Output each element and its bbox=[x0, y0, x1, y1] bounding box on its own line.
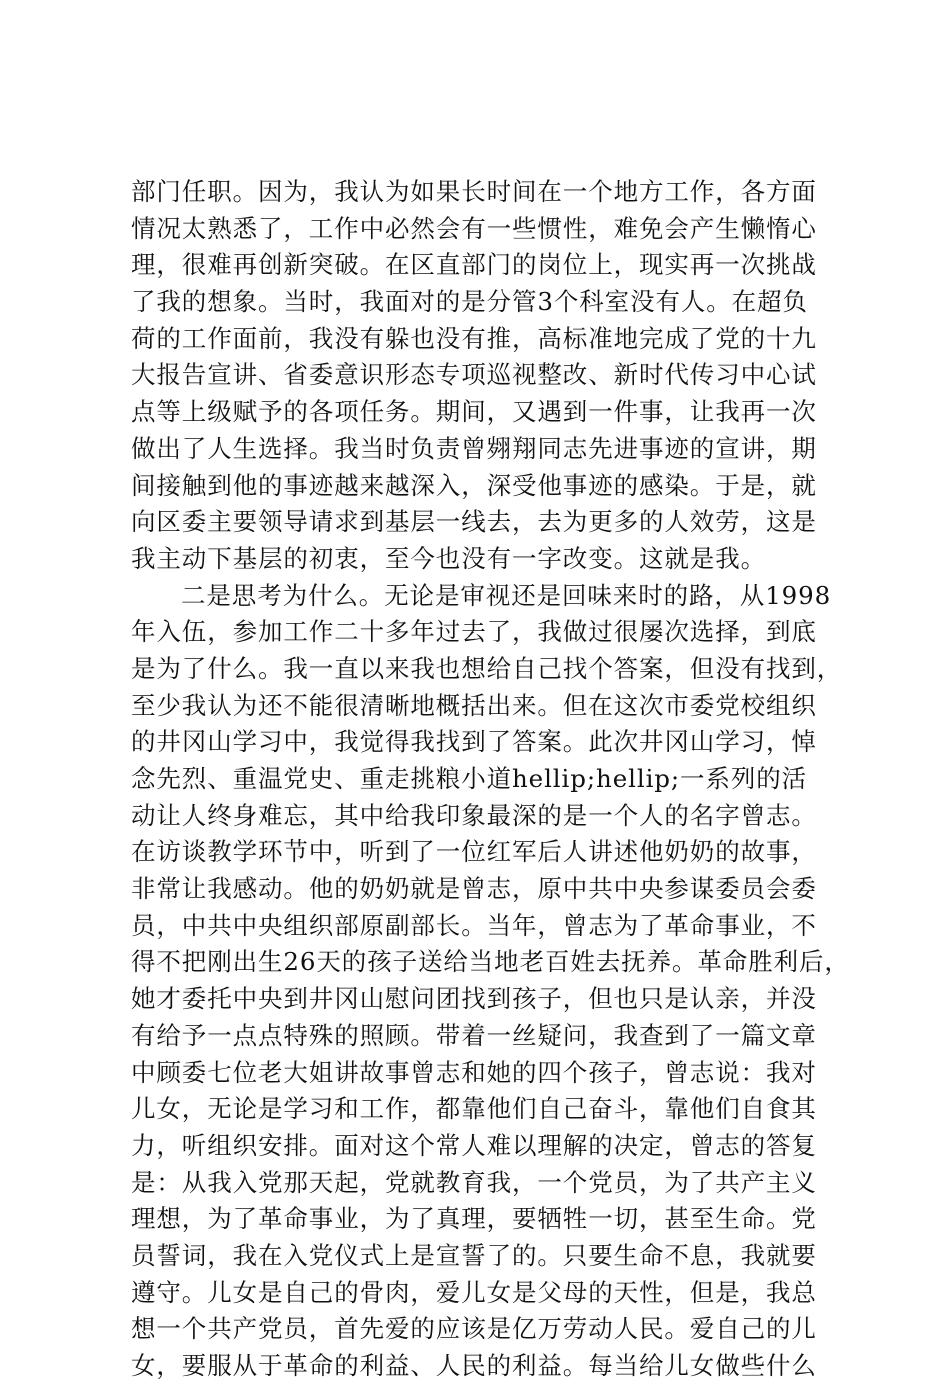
body-text bbox=[131, 174, 850, 1385]
text-line-33: 女，要服从于革命的利益、人民的利益。每当给儿女做些什么 bbox=[131, 1351, 817, 1380]
text-line-26: 儿女，无论是学习和工作，都靠他们自己奋斗，靠他们自食其 bbox=[131, 1094, 817, 1124]
text-line-28: 是：从我入党那天起，党就教育我，一个党员，为了共产主义 bbox=[131, 1167, 817, 1197]
text-line-5: 荷的工作面前，我没有躲也没有推，高标准地完成了党的十九 bbox=[131, 323, 817, 353]
text-line-30: 员誓词，我在入党仪式上是宣誓了的。只要生命不息，我就要 bbox=[131, 1240, 817, 1270]
text-line-11: 我主动下基层的初衷，至今也没有一字改变。这就是我。 bbox=[131, 543, 766, 573]
text-line-21: 员，中共中央组织部原副部长。当年，曾志为了革命事业，不 bbox=[131, 910, 817, 940]
paragraph-start-line: 二是思考为什么。无论是审视还是回味来时的路，从1998 bbox=[181, 580, 832, 610]
text-line-29: 理想，为了革命事业，为了真理，要牺牲一切，甚至生命。党 bbox=[131, 1204, 817, 1234]
text-line-32: 想一个共产党员，首先爱的应该是亿万劳动人民。爱自己的儿 bbox=[131, 1314, 817, 1344]
text-line-13: 年入伍，参加工作二十多年过去了，我做过很屡次选择，到底 bbox=[131, 617, 817, 647]
text-line-9: 间接触到他的事迹越来越深入，深受他事迹的感染。于是，就 bbox=[131, 470, 817, 500]
text-line-15: 至少我认为还不能很清晰地概括出来。但在这次市委党校组织 bbox=[131, 690, 817, 720]
text-line-25: 中顾委七位老大姐讲故事曾志和她的四个孩子，曾志说：我对 bbox=[131, 1057, 817, 1087]
text-line-20: 非常让我感动。他的奶奶就是曾志，原中共中央参谋委员会委 bbox=[131, 874, 817, 904]
text-line-6: 大报告宣讲、省委意识形态专项巡视整改、新时代传习中心试 bbox=[131, 360, 817, 390]
text-line-2: 情况太熟悉了，工作中必然会有一些惯性，难免会产生懒惰心 bbox=[131, 213, 817, 243]
text-line-16: 的井冈山学习中，我觉得我找到了答案。此次井冈山学习，悼 bbox=[131, 727, 817, 757]
text-line-4: 了我的想象。当时，我面对的是分管3个科室没有人。在超负 bbox=[131, 287, 808, 317]
text-line-8: 做出了人生选择。我当时负责曾翙翔同志先进事迹的宣讲，期 bbox=[131, 433, 817, 463]
text-line-3: 理，很难再创新突破。在区直部门的岗位上，现实再一次挑战 bbox=[131, 250, 817, 280]
text-line-19: 在访谈教学环节中，听到了一位红军后人讲述他奶奶的故事， bbox=[131, 837, 817, 867]
text-line-17: 念先烈、重温党史、重走挑粮小道hellip;hellip;一系列的活 bbox=[131, 764, 808, 793]
text-line-27: 力，听组织安排。面对这个常人难以理解的决定，曾志的答复 bbox=[131, 1130, 817, 1160]
text-line-7: 点等上级赋予的各项任务。期间，又遇到一件事，让我再一次 bbox=[131, 397, 817, 427]
text-line-10: 向区委主要领导请求到基层一线去，去为更多的人效劳，这是 bbox=[131, 507, 817, 537]
text-line-22: 得不把刚出生26天的孩子送给当地老百姓去抚养。革命胜利后， bbox=[131, 947, 850, 977]
text-line-1: 部门任职。因为，我认为如果长时间在一个地方工作，各方面 bbox=[131, 177, 817, 206]
text-line-23: 她才委托中央到井冈山慰问团找到孩子，但也只是认亲，并没 bbox=[131, 984, 817, 1014]
text-line-18: 动让人终身难忘，其中给我印象最深的是一个人的名字曾志。 bbox=[131, 800, 817, 830]
text-line-14: 是为了什么。我一直以来我也想给自己找个答案，但没有找到， bbox=[131, 653, 843, 683]
text-line-31: 遵守。儿女是自己的骨肉，爱儿女是父母的天性，但是，我总 bbox=[131, 1277, 817, 1307]
text-line-24: 有给予一点点特殊的照顾。带着一丝疑问，我查到了一篇文章 bbox=[131, 1020, 817, 1050]
